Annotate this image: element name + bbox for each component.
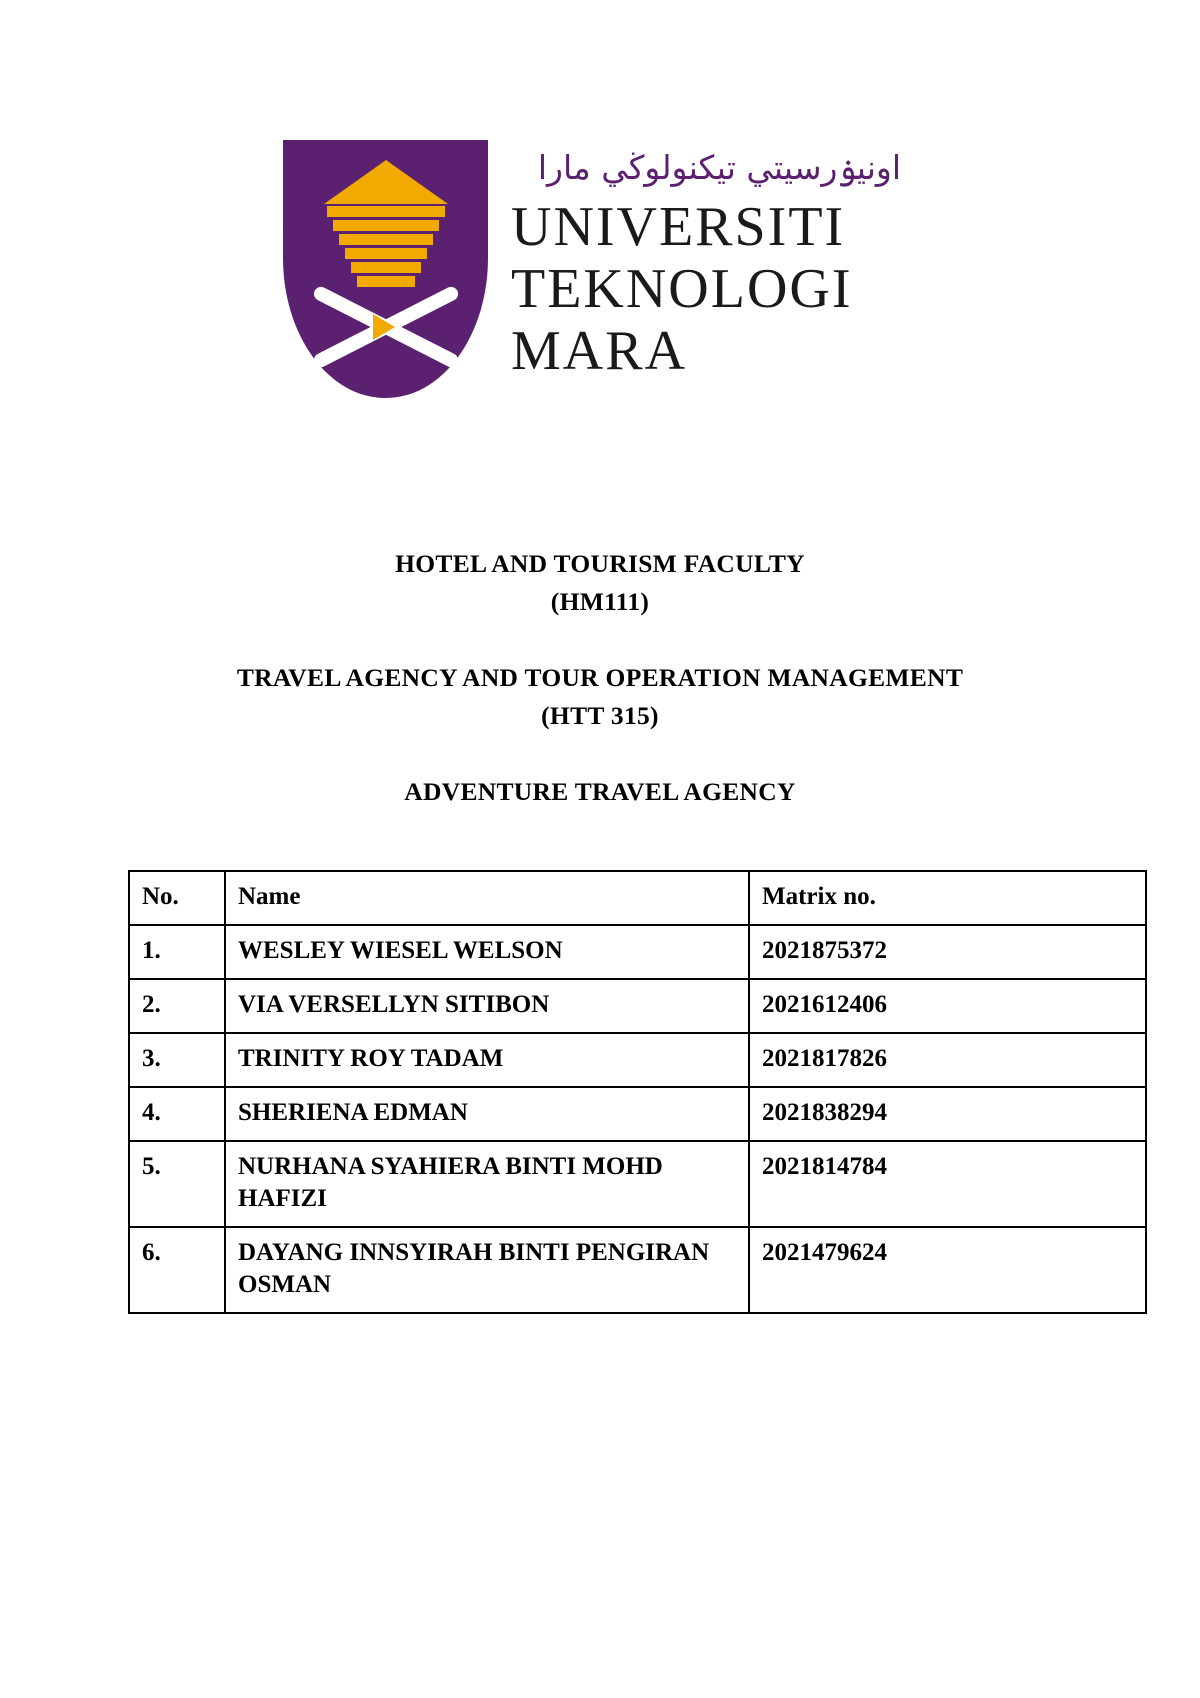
header-matrix: Matrix no. <box>749 871 1146 925</box>
table-row <box>129 925 1146 979</box>
faculty-code: (HM111) <box>550 587 650 616</box>
uitm-logo <box>283 140 903 400</box>
row-no: 2. <box>129 979 225 1033</box>
table-header-row <box>129 871 1146 925</box>
course-title: TRAVEL AGENCY AND TOUR OPERATION MANAGEMENT <box>236 663 964 692</box>
row-no: 6. <box>129 1227 225 1313</box>
course-code: (HTT 315) <box>541 701 659 730</box>
project-title: ADVENTURE TRAVEL AGENCY <box>404 777 796 806</box>
table-row <box>129 979 1146 1033</box>
row-matrix: 2021479624 <box>749 1227 1146 1313</box>
uitm-crest-icon <box>283 140 488 398</box>
row-name: DAYANG INNSYIRAH BINTI PENGIRAN OSMAN <box>225 1227 749 1313</box>
row-name: NURHANA SYAHIERA BINTI MOHD HAFIZI <box>225 1141 749 1227</box>
row-matrix: 2021817826 <box>749 1033 1146 1087</box>
row-name: TRINITY ROY TADAM <box>225 1033 749 1087</box>
uitm-wordmark <box>511 140 901 382</box>
row-matrix: 2021814784 <box>749 1141 1146 1227</box>
table-row <box>129 1227 1146 1313</box>
table-row <box>129 1141 1146 1227</box>
row-matrix: 2021612406 <box>749 979 1146 1033</box>
table-row <box>129 1033 1146 1087</box>
group-members-table <box>128 870 1147 1314</box>
logo-line-mara: MARA <box>511 320 688 382</box>
logo-line-teknologi: TEKNOLOGI <box>511 258 853 320</box>
row-matrix: 2021838294 <box>749 1087 1146 1141</box>
table-row <box>129 1087 1146 1141</box>
cover-titles <box>0 545 1200 811</box>
header-no: No. <box>129 871 225 925</box>
title-spacer-1 <box>0 621 1200 659</box>
row-name: WESLEY WIESEL WELSON <box>225 925 749 979</box>
kris-icon <box>311 290 461 368</box>
row-no: 1. <box>129 925 225 979</box>
jawi-script-text: اونيۏرسيتي تيکنولوڬي مارا <box>537 148 901 187</box>
row-matrix: 2021875372 <box>749 925 1146 979</box>
row-name: VIA VERSELLYN SITIBON <box>225 979 749 1033</box>
logo-line-universiti: UNIVERSITI <box>511 196 846 258</box>
row-no: 4. <box>129 1087 225 1141</box>
row-name: SHERIENA EDMAN <box>225 1087 749 1141</box>
row-no: 3. <box>129 1033 225 1087</box>
faculty-title: HOTEL AND TOURISM FACULTY <box>395 549 805 578</box>
header-name: Name <box>225 871 749 925</box>
title-spacer-2 <box>0 735 1200 773</box>
row-no: 5. <box>129 1141 225 1227</box>
